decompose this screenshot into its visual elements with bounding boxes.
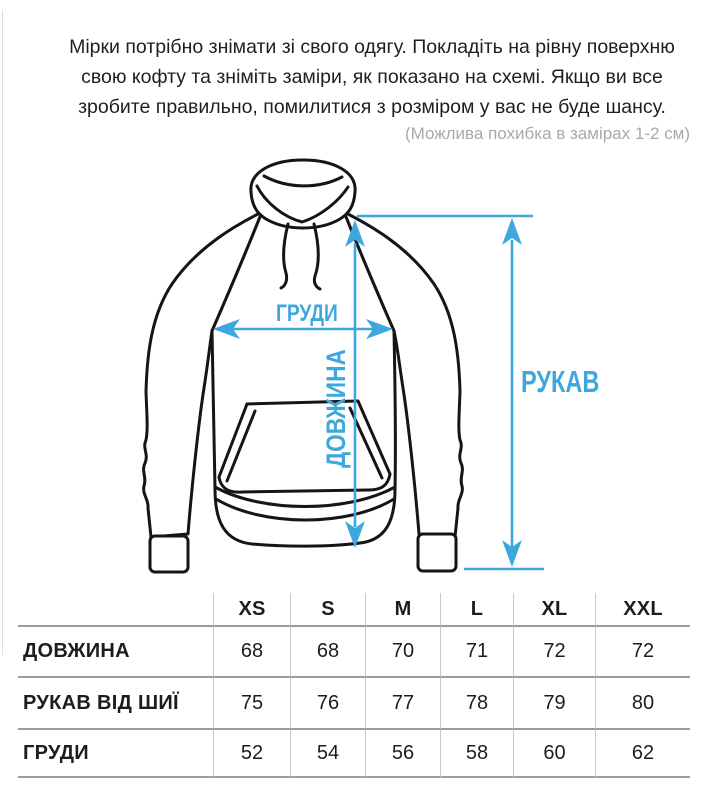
row-label-chest: ГРУДИ — [18, 730, 213, 778]
size-header-xxl: XXL — [595, 593, 690, 627]
hoodie-outline — [144, 160, 463, 572]
table-value: 75 — [213, 678, 290, 730]
table-value: 58 — [440, 730, 513, 778]
right-cuff — [418, 534, 456, 571]
size-header-xl: XL — [513, 593, 595, 627]
table-value: 68 — [213, 627, 290, 678]
table-value: 77 — [365, 678, 440, 730]
table-value: 80 — [595, 678, 690, 730]
row-label-length: ДОВЖИНА — [18, 627, 213, 678]
table-value: 70 — [365, 627, 440, 678]
size-header-s: S — [290, 593, 365, 627]
table-value: 60 — [513, 730, 595, 778]
table-value: 71 — [440, 627, 513, 678]
table-value: 79 — [513, 678, 595, 730]
table-value: 62 — [595, 730, 690, 778]
sleeve-label: РУКАВ — [521, 363, 600, 399]
table-value: 52 — [213, 730, 290, 778]
size-header-xs: XS — [213, 593, 290, 627]
table-value: 72 — [513, 627, 595, 678]
table-corner-cell — [18, 593, 213, 627]
hood-collar — [251, 160, 355, 228]
table-value: 72 — [595, 627, 690, 678]
size-header-l: L — [440, 593, 513, 627]
measurement-instructions: Мірки потрібно знімати зі свого одягу. Покладіть на рівну поверхню свою кофту та зніміть заміри, як показано на схемі. Якщо ви все зробите правильно, помилитися з розміром у вас не буде шансу. — [69, 36, 675, 118]
size-header-m: M — [365, 593, 440, 627]
tolerance-note: (Можлива похибка в замірах 1-2 см) — [404, 124, 690, 143]
chest-label: ГРУДИ — [276, 298, 338, 327]
table-value: 68 — [290, 627, 365, 678]
table-value: 76 — [290, 678, 365, 730]
length-label: ДОВЖИНА — [321, 349, 352, 468]
table-value: 56 — [365, 730, 440, 778]
row-label-sleeve-from-neck: РУКАВ ВІД ШИЇ — [18, 678, 213, 730]
table-value: 54 — [290, 730, 365, 778]
table-value: 78 — [440, 678, 513, 730]
left-cuff — [150, 536, 188, 572]
size-table — [18, 593, 690, 778]
